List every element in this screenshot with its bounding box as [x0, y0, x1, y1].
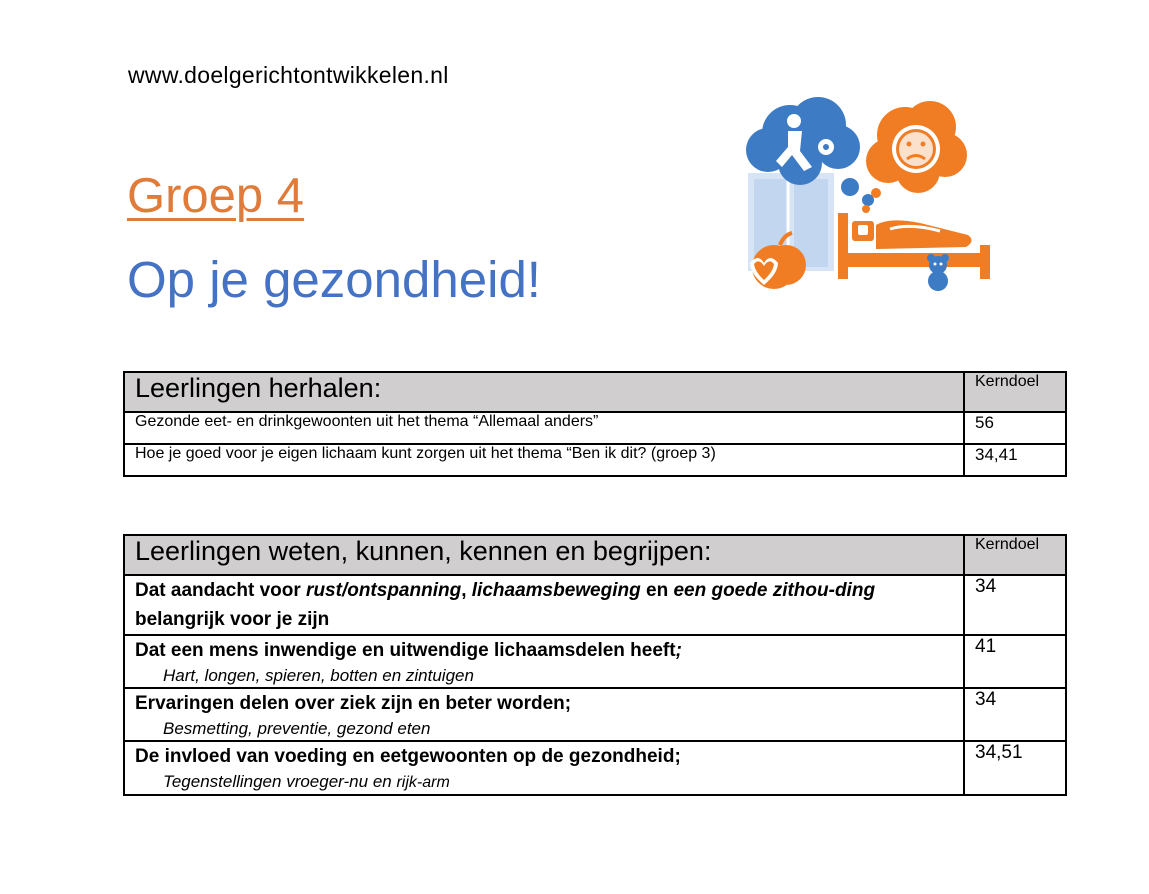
goal-code: 34: [964, 688, 1066, 741]
goal-code: 41: [964, 635, 1066, 688]
goal-text: [124, 575, 964, 635]
goal-text-main: Dat een mens inwendige en uitwendige lichaamsdelen heeft: [135, 640, 676, 661]
table-row: [124, 444, 1066, 476]
health-illustration: [740, 95, 1000, 300]
review-table: [123, 371, 1067, 477]
review-row-code: 56: [964, 412, 1066, 444]
table-row: [124, 688, 1066, 741]
goal-examples: Hart, longen, spieren, botten en zintuigen: [163, 666, 474, 685]
learning-goals-table: [123, 534, 1067, 796]
review-table-code-header: Kerndoel: [964, 372, 1066, 412]
table-row: [124, 575, 1066, 635]
review-row-text: Hoe je goed voor je eigen lichaam kunt zorgen uit het thema “Ben ik dit? (groep 3): [124, 444, 964, 476]
goal-examples-part: Tegenstellingen vroeger-nu en: [163, 772, 397, 791]
goal-text-main: De invloed van voeding en eetgewoonten op de gezondheid;: [135, 746, 681, 767]
group-title: Groep 4: [127, 169, 305, 223]
goal-code: 34,51: [964, 741, 1066, 795]
learning-goals-code-header: Kerndoel: [964, 535, 1066, 575]
table-row: [124, 412, 1066, 444]
goal-text-main: Ervaringen delen over ziek zijn en beter worden;: [135, 693, 572, 714]
bed-patient-icon: [838, 213, 990, 279]
goal-text-emphasis: rust/ontspanning: [306, 580, 462, 601]
goal-code: 34: [964, 575, 1066, 635]
site-url: www.doelgerichtontwikkelen.nl: [128, 62, 449, 88]
goal-examples: Besmetting, preventie, gezond eten: [163, 719, 431, 738]
goal-text-emphasis: een goede zithou-ding: [673, 580, 876, 601]
theme-title: Op je gezondheid!: [127, 251, 541, 308]
goal-text-part: Dat aandacht voor: [135, 580, 307, 601]
review-table-heading: Leerlingen herhalen:: [124, 372, 964, 412]
review-row-code: 34,41: [964, 444, 1066, 476]
goal-text: [124, 635, 964, 688]
goal-text-punct: ;: [675, 640, 682, 661]
table-row: [124, 741, 1066, 795]
goal-text: [124, 688, 964, 741]
goal-text-emphasis: lichaamsbeweging: [471, 580, 641, 601]
learning-goals-heading: Leerlingen weten, kunnen, kennen en begrijpen:: [124, 535, 964, 575]
goal-text-part: belangrijk voor je zijn: [135, 609, 330, 630]
goal-text: [124, 741, 964, 795]
goal-text-part: en: [640, 580, 674, 601]
goal-text-part: ,: [461, 580, 472, 601]
table-row: [124, 635, 1066, 688]
goal-examples-part: rijk-arm: [396, 774, 450, 791]
review-row-text: Gezonde eet- en drinkgewoonten uit het thema “Allemaal anders”: [124, 412, 964, 444]
cloud-sad-face-icon: [866, 101, 967, 193]
goal-examples: [135, 771, 953, 794]
cloud-kicking-person-icon: [746, 97, 860, 185]
teddy-bear-icon: [927, 254, 949, 291]
